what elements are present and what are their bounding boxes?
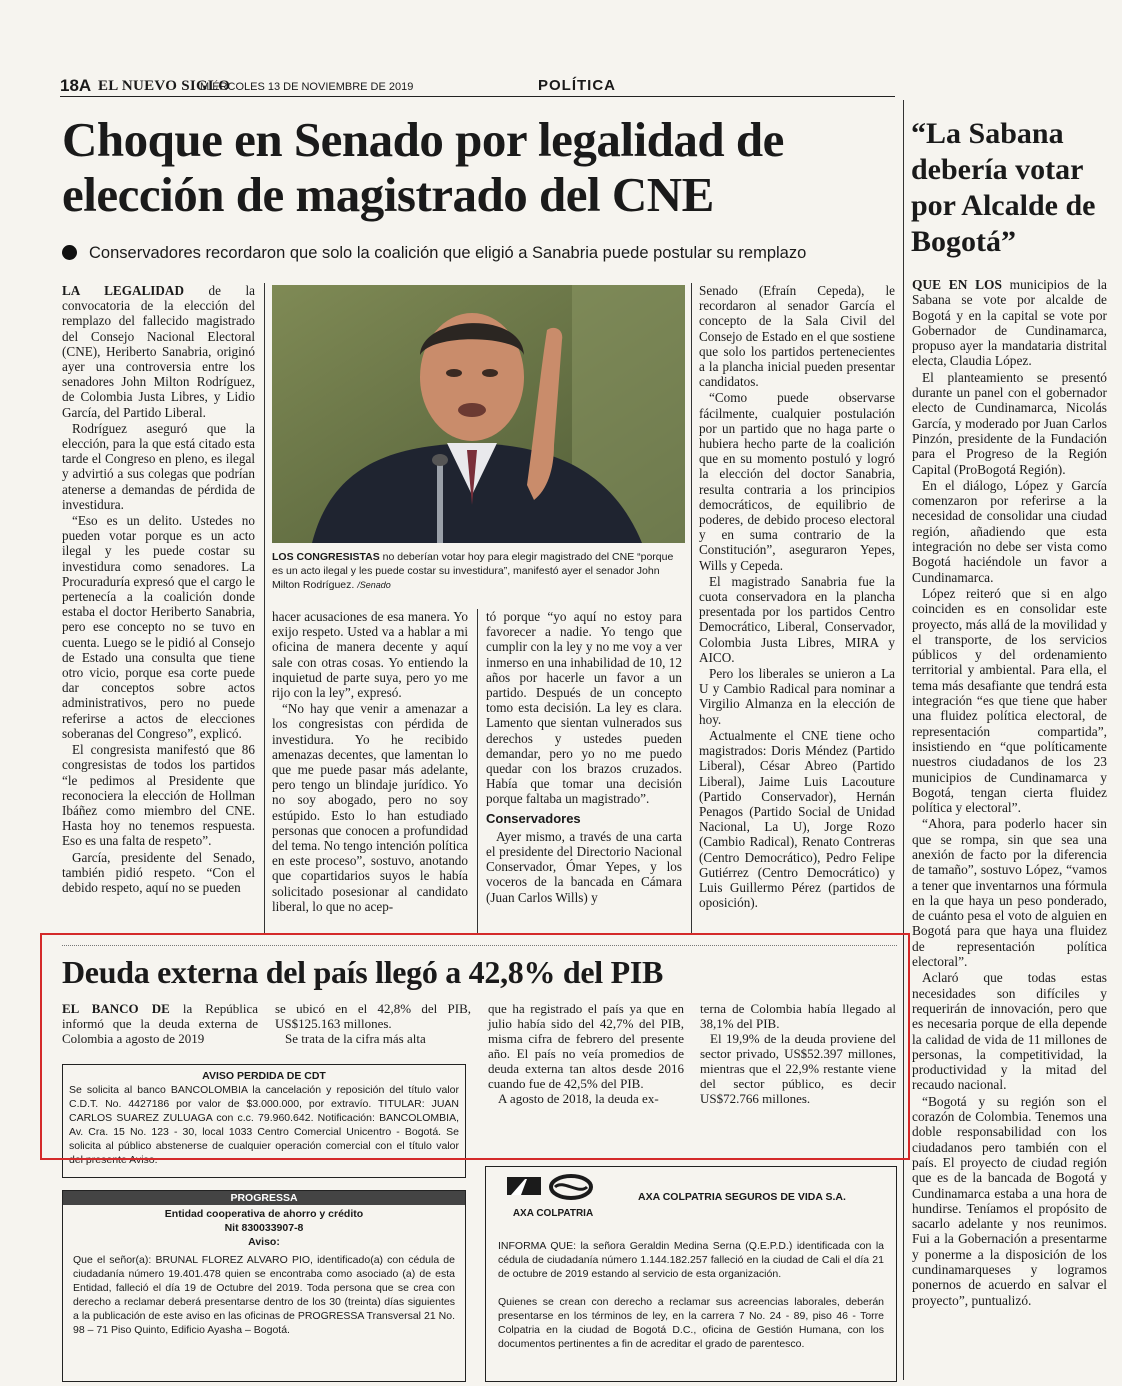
article-column-3	[486, 609, 682, 933]
newspaper-name: EL NUEVO SIGLO	[98, 78, 231, 94]
paragraph: López reiteró que si en algo coinciden es en consolidar este proyecto, más allá de la movilidad y el transporte, de los servicios públicos y del ordenamiento territorial y ambiental. Para ella, el tema más desafiante que tendrá esta integración “es que tiene que haber una fluidez política electoral, de representación compartida”, insistiendo en “que políticamente nuestros ciudadanos de los 23 municipios de Cundinamarca y Bogotá, tengan cierta fluidez política y electoral”.	[912, 585, 1107, 816]
column-divider	[264, 283, 265, 933]
subhead-text: Conservadores recordaron que solo la coalición que eligió a Sanabria puede postular su remplazo	[89, 244, 807, 262]
lead-in: QUE EN LOS	[912, 277, 1002, 292]
axa-logo-text: AXA COLPATRIA	[512, 1208, 594, 1219]
paragraph-text: de la convocatoria de la elección del remplazo del fallecido magistrado del Consejo Nacional Electoral (CNE), Heriberto Sanabria, originó ayer una controversia entre los senadores John Milton Rodríguez, de Colombia Justa Libres, y Lidio García, del Partido Liberal.	[62, 283, 255, 420]
axa-company: AXA COLPATRIA SEGUROS DE VIDA S.A.	[638, 1191, 846, 1203]
main-subhead	[62, 244, 902, 263]
side-article	[912, 277, 1107, 1382]
page-header	[60, 74, 895, 97]
ad-nit: Nit 830033907-8	[224, 1222, 304, 1234]
deuda-headline: Deuda externa del país llegó a 42,8% del PIB	[62, 954, 664, 990]
article-column-1	[62, 283, 255, 933]
article-column-2	[272, 609, 468, 933]
photo-credit: /Senado	[357, 580, 391, 590]
paragraph: “Ahora, para poderlo hacer sin que se rompa, sin que sea una anexión de facto por la diferencia de tamaño”, sostuvo López, “vamos a tener que inventarnos una fórmula en la que haya un peso ponderado, de cuánto pesa el voto de alguien en Bogotá para que haya una fluidez de representación política electoral”.	[912, 816, 1107, 970]
paragraph: A agosto de 2018, la deuda ex-	[498, 1091, 659, 1106]
side-headline: “La Sabana debería votar por Alcalde de Bogotá”	[911, 117, 1096, 258]
paragraph: El 19,9% de la deuda proviene del sector privado, US$52.397 millones, mientras que el 22,9% restante viene del sector público, es decir US$72.766 millones.	[700, 1031, 896, 1106]
axa-logo	[498, 1173, 608, 1221]
paragraph: hacer acusaciones de esa manera. Yo exijo respeto. Usted va a hablar a mi oficina de manera decente y aquí sale con otras cosas. Yo entiendo la inquietud de parte suya, pero yo me rijo con la ley”, expresó.	[272, 609, 468, 701]
ad-body: Que el señor(a): BRUNAL FLOREZ ALVARO PIO, identificado(a) con cédula de ciudadanía número 19.401.478 quien se encontraba como asociado (a) de esta Entidad, falleció el día 19 de Octubre del 2019. Toda persona que se crea con derecho a reclamar deberá presentarse dentro de los 30 (treinta) días siguientes a la publicación de este aviso en las oficinas de PROGRESSA Transversal 21 No. 98 – 71 Piso Quinto, Edificio Ayasha – Bogotá.	[73, 1254, 455, 1336]
ad-entity: Entidad cooperativa de ahorro y crédito	[164, 1208, 364, 1220]
lead-in: EL BANCO DE	[62, 1001, 170, 1016]
senator-illustration	[272, 285, 685, 543]
section-title: POLÍTICA	[538, 77, 616, 94]
axa-paragraph-1: INFORMA QUE: la señora Geraldin Medina Serna (Q.E.P.D.) identificada con la cédula de ciudadanía número 1.144.182.257 falleció en la ciudad de Cali el día 21 de octubre de 2019 estando al servicio de esta organización.	[498, 1240, 884, 1280]
highlight-box	[40, 933, 910, 1160]
paragraph: terna de Colombia había llegado al 38,1% del PIB.	[700, 1001, 896, 1031]
caption-lead: LOS CONGRESISTAS	[272, 551, 380, 563]
paragraph	[62, 283, 255, 420]
paragraph: Ayer mismo, a través de una carta el presidente del Directorio Nacional Conservador, Ómar Yepes, y los voceros de la bancada en Cámara (Juan Carlos Wills) y	[486, 828, 682, 905]
paragraph: “Bogotá y su región son el corazón de Colombia. Tenemos una doble responsabilidad con los ciudadanos pero también con el país. El proyecto de ciudad región que es de la bancada de Bogotá y Cundinamarca estaba a una hora de hundirse. Teníamos el propósito de sacarlo adelante y nos reunimos. Fui a la Gobernación a presentarme y ponerme a la disposición de los cundinamarqueses y logramos ponernos de acuerdo en salvar el proyecto”, puntualizó.	[912, 1093, 1107, 1308]
ad-body: Se solicita al banco BANCOLOMBIA la cancelación y reposición del título valor C.D.T. No. 4427186 por valor de $3.000.000, por extravío. TITULAR: JUAN CARLOS SUAREZ ZULUAGA con c.c. 79.960.642. Notificación: BANCOLOMBIA, Av. Cra. 15 No. 123 - 30, local 1033 Centro Comercial Unicentro - Bogotá. Se solicita al público abstenerse de cualquier operación comercial con el título valor del presente Aviso.	[69, 1084, 459, 1166]
paragraph: Aclaró que todas estas necesidades son difíciles y requerirán de innovación, pero que es necesaria porque de ella depende la calidad de vida de 11 millones de personas, la competitividad, la productividad y la mitad del recaudo nacional.	[912, 970, 1107, 1093]
paragraph: Rodríguez aseguró que la elección, para la que está citado esta tarde el Congreso en pleno, es ilegal y advirtió a sus colegas que podrían atenerse a demandas de pérdida de investidura.	[62, 420, 255, 512]
section-subhead: Conservadores	[486, 810, 581, 826]
paragraph: tó porque “yo aquí no estoy para favorecer a nadie. Yo tengo que cumplir con la ley y no me voy a ver inmerso en una inhabilidad de 10, 12 años por hacerle un favor a un partido. Después de un concepto tomo esta decisión. La ley es clara. Lamento que sientan vulnerados sus derechos y ustedes pueden demandar, pero yo no me puedo quedar con los brazos cruzados. Había que tomar una decisión porque faltaba un magistrado”.	[486, 609, 682, 807]
paragraph: El congresista manifestó que 86 congresistas de todos los partidos “le pedimos al Presidente que reconociera la elección de Hollman Ibáñez como miembro del CNE. Hasta hoy no tenemos respuesta. Eso es una falta de respeto”.	[62, 742, 255, 849]
paragraph: Pero los liberales se unieron a La U y Cambio Radical para nominar a Virgilio Almanza en la elección de hoy.	[699, 666, 895, 727]
paragraph: En el diálogo, López y García comenzaron por referirse a la necesidad de consolidar una ciudad región, añadiendo que esta integración no debe ser vista como Bogotá haciéndole un favor a Cundinamarca.	[912, 477, 1107, 585]
issue-date: MIÉRCOLES 13 DE NOVIEMBRE DE 2019	[200, 81, 414, 93]
paragraph: “Eso es un delito. Ustedes no pueden votar porque es un acto ilegal y les puede costar su investidura como senadores. La Procuraduría expresó que el cargo le pertenecía a la coalición donde estaba el doctor Heriberto Sanabria, pero ese concepto no se tuvo en cuenta. Luego se le pidió al Consejo de Estado una consulta que tiene otro vicio, porque esa corte puede dar conceptos sobre actos administrativos, pero no puede referirse a actos de elecciones soberanas del Congreso”, explicó.	[62, 513, 255, 741]
paragraph: El magistrado Sanabria fue la cuota conservadora en la plancha presentada por los partidos Centro Democrático, Liberal, Conservador, Colombia Justa Libres, MIRA y AICO.	[699, 573, 895, 665]
senator-photo	[272, 285, 685, 543]
photo-caption	[272, 550, 685, 592]
ad-axa	[485, 1166, 897, 1382]
paragraph: que ha registrado el país ya que en julio había sido del 42,7% del PIB, misma cifra de febrero del presente año. El país no veía promedios de deuda externa tan altos desde 2016 cuando fue de 42,5% del PIB.	[488, 1001, 684, 1091]
ad-aviso: Aviso:	[248, 1236, 280, 1248]
ad-title: AVISO PERDIDA DE CDT	[202, 1070, 326, 1082]
column-divider	[477, 609, 478, 933]
ad-progressa	[62, 1190, 466, 1382]
paragraph: El planteamiento se presentó durante un panel con el gobernador electo de Cundinamarca, Nicolás García, y moderado por Juan Carlos Pinzón, presidente de la Fundación para el Progreso de la Región Capital (ProBogotá Región).	[912, 369, 1107, 477]
main-headline: Choque en Senado por legalidad de elección de magistrado del CNE	[62, 112, 784, 222]
page-number: 18A	[60, 76, 92, 95]
paragraph: Actualmente el CNE tiene ocho magistrados: Doris Méndez (Partido Liberal), César Abreo (Partido Liberal), Jaime Luis Lacouture (Partido Conservador), Hernán Penagos (Partido Social de Unidad Nacional, La U), Jorge Rozo (Cambio Radical), Renato Contreras (Centro Democrático), Pedro Felipe Gutiérrez (Centro Democrático) y Luis Guillermo Pérez (partidos de oposición).	[699, 727, 895, 911]
lead-in: LA LEGALIDAD	[62, 283, 184, 298]
side-divider	[903, 100, 904, 1380]
paragraph: “Como puede observarse fácilmente, cualquier postulación por un partido que no haga parte o hubiera hecho parte de la coalición que en su momento postuló y logró la elección del doctor Sanabria, resulta contraria a los principios democráticos, de equilibrio de poderes, de debido proceso electoral y en suma contrario de la Constitución”, aseguraron Yepes, Wills y Cepeda.	[699, 390, 895, 573]
paragraph: García, presidente del Senado, también pidió respeto. “Con el debido respeto, aquí no se pueden	[62, 849, 255, 895]
paragraph	[912, 277, 1107, 369]
caption-text: no deberían votar hoy para elegir magistrado del CNE “porque es un acto ilegal y les puede costar su investidura”, manifestó ayer el senador John Milton Rodríguez.	[272, 551, 674, 591]
ad-bar: PROGRESSA	[63, 1191, 465, 1205]
article-column-4	[699, 283, 895, 933]
paragraph-text: municipios de la Sabana se vote por alcalde de Bogotá y en la capital se vote por Gobernador de Cundinamarca, propuso ayer la mandataria distrital electa, Claudia López.	[912, 277, 1107, 369]
paragraph: “No hay que venir a amenazar a los congresistas con pérdida de investidura. Yo he recibido amenazas decentes, que lamentan lo que me puede pasar más adelante, pero tengo un blindaje jurídico. Yo no soy abogado, pero no soy estúpido. Esto lo han estudiado personas que conocen a profundidad del tema. No tengo intención política en este proceso”, sostuvo, anotando que copartidarios suyos le había solicitado posesionar al candidato liberal, lo que no acep-	[272, 701, 468, 914]
paragraph: Se trata de la cifra más alta	[285, 1031, 426, 1046]
axa-paragraph-2: Quienes se crean con derecho a reclamar sus acreencias laborales, deberán presentarse en los términos de ley, en la carrera 7 No. 24 - 89, piso 46 - Torre Colpatria en la ciudad de Bogotá D.C., oficina de Gestión Humana, con los documentos pertinentes a fin de acreditar el grado de parentesco.	[498, 1296, 884, 1350]
paragraph: Senado (Efraín Cepeda), le recordaron al senador García el concepto de la Sala Civil del Consejo de Estado en el que sostiene que solo los partidos pertenecientes a la plancha inicial pueden presentar candidatos.	[699, 283, 895, 390]
bullet-icon	[62, 245, 77, 260]
paragraph-text: la República informó que la deuda externa de Colombia a agosto de 2019	[62, 1001, 258, 1046]
column-divider	[691, 283, 692, 933]
paragraph: se ubicó en el 42,8% del PIB, US$125.163 millones.	[275, 1001, 471, 1031]
